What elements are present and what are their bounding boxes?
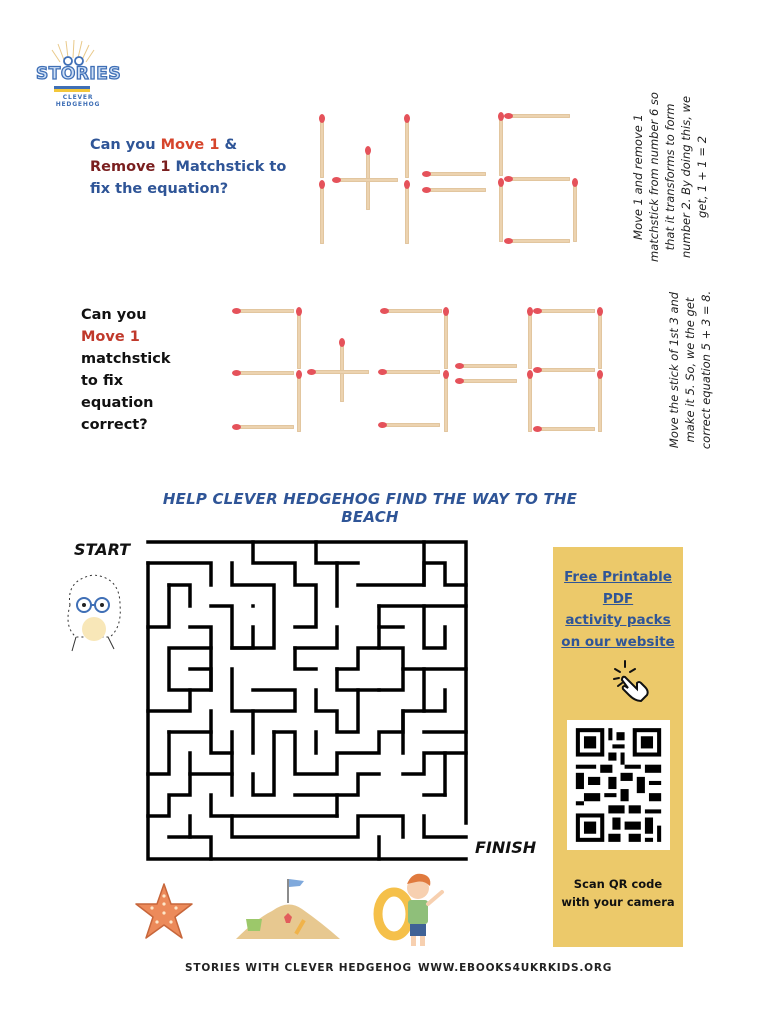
puzzle2-q-line: to fix [81,373,124,389]
matchstick [535,309,595,313]
maze-title: HELP CLEVER HEDGEHOG FIND THE WAY TO THE BEACH [162,490,578,526]
matchstick [598,309,602,369]
matchstick [405,116,409,178]
qr-code[interactable] [567,720,670,850]
matchstick [424,172,486,176]
matchstick [405,182,409,244]
matchstick [320,182,324,244]
starfish-icon [132,880,196,944]
matchstick [535,427,595,431]
puzzle2-question [81,304,211,436]
matchstick [499,180,503,242]
matchstick [528,372,532,432]
puzzle2-q-line: Can you [81,307,147,323]
matchstick [598,372,602,432]
puzzle1-q-text: Can you [90,137,161,153]
footer-website-link[interactable]: WWW.EBOOKS4UKRKIDS.ORG [418,962,613,974]
puzzle2-q-line: equation [81,395,154,411]
puzzle2-q-line: correct? [81,417,148,433]
promo-link-line[interactable]: PDF [602,590,634,607]
promo-link-line[interactable]: on our website [561,633,675,650]
puzzle1-q-move: Move 1 [160,137,220,153]
matchstick [506,239,570,243]
matchstick [309,370,369,374]
maze-finish-label: FINISH [475,838,537,857]
puzzle1-question [90,134,320,200]
boy-with-swim-ring-icon [372,870,458,950]
hedgehog-illustration [58,565,128,657]
scan-instructions [553,875,683,911]
matchstick [506,114,570,118]
maze[interactable] [140,535,480,865]
logo-line-hedgehog: HEDGEHOG [55,101,101,108]
promo-panel [553,547,683,947]
matchstick [506,177,570,181]
logo-line-clever: CLEVER [62,94,94,101]
logo-wordmark: STORIES [36,64,122,84]
maze-start-label: START [74,540,131,559]
puzzle2-q-line: matchstick [81,351,171,367]
matchstick [424,188,486,192]
matchstick [535,368,595,372]
free-printables-link[interactable] [553,567,683,653]
matchstick [528,309,532,369]
matchstick [380,370,440,374]
matchstick [457,364,517,368]
promo-link-line[interactable]: activity packs [565,612,671,628]
matchstick [320,116,324,178]
hedgehog-icon [58,565,128,657]
matchstick [382,309,442,313]
puzzle1-q-remove: Remove 1 [90,159,171,175]
puzzle2-answer: Move the stick of 1st 3 and make it 5. So, we the get correct equation 5 + 3 = 8. [667,290,713,450]
puzzle1-q-text2: Matchstick to [170,159,287,175]
puzzle1-q-text3: fix the equation? [90,181,229,197]
matchstick [234,371,294,375]
matchstick [573,180,577,242]
matchstick [499,114,503,176]
matchstick [297,372,301,432]
qr-code-icon [567,720,670,850]
scan-line: with your camera [561,895,675,909]
puzzle1-answer: Move 1 and remove 1 matchstick from number 6 so that it transforms to form number 2. By doing this, we get, 1 + 1 = 2 [631,92,709,262]
pointing-hand-click-icon [611,659,655,703]
puzzle1-matchstick-equation [310,100,600,260]
sandcastle-icon [232,873,344,945]
puzzle2-matchstick-equation [220,295,610,440]
puzzle2-q-move: Move 1 [81,329,140,345]
scan-line: Scan QR code [573,877,663,891]
matchstick [334,178,398,182]
footer-brand: STORIES WITH CLEVER HEDGEHOG [185,962,412,974]
matchstick [444,372,448,432]
matchstick [457,379,517,383]
matchstick [444,309,448,369]
ukraine-flag-band [54,86,90,92]
matchstick [380,423,440,427]
promo-link-line[interactable]: Free Printable [564,569,672,585]
matchstick [234,425,294,429]
matchstick [234,309,294,313]
logo [34,38,122,110]
puzzle1-q-amp: & [219,137,238,153]
matchstick [297,309,301,369]
